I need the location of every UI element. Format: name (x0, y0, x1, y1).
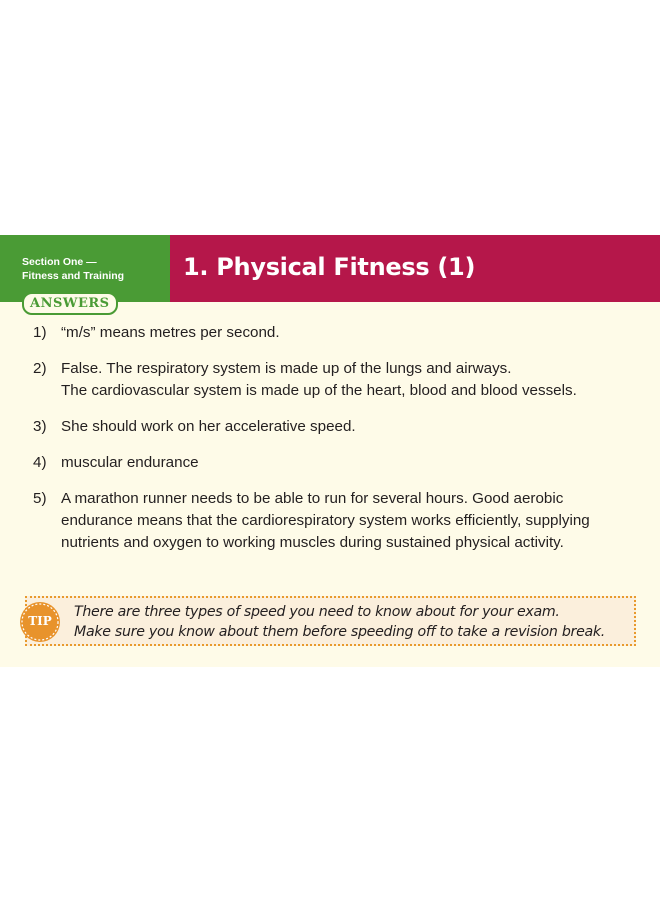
answer-item (33, 322, 633, 344)
answers-badge: ANSWERS (22, 292, 118, 315)
tip-icon-label: TIP (28, 614, 52, 628)
answer-item (33, 416, 633, 438)
answers-list (33, 322, 633, 568)
answer-line: False. The respiratory system is made up of the lungs and airways. (61, 360, 512, 377)
answer-line: The cardiovascular system is made up of the heart, blood and blood vessels. (61, 382, 577, 399)
answer-item (33, 358, 633, 402)
tip-line: Make sure you know about them before speeding off to take a revision break. (74, 624, 606, 640)
answer-line: muscular endurance (61, 454, 199, 471)
tip-line: There are three types of speed you need to know about for your exam. (74, 604, 560, 620)
answer-text (61, 322, 633, 344)
answer-number: 5) (33, 490, 47, 507)
section-label: Section One — Fitness and Training (22, 256, 125, 282)
answer-text (61, 416, 633, 438)
answer-line: A marathon runner needs to be able to run for several hours. Good aerobic (61, 490, 564, 507)
tip-box (25, 596, 636, 646)
page-title: 1. Physical Fitness (1) (183, 253, 476, 281)
tip-text (74, 602, 605, 642)
answer-item (33, 488, 633, 554)
answer-line: nutrients and oxygen to working muscles during sustained physical activity. (61, 534, 564, 551)
answer-number: 4) (33, 454, 47, 471)
answer-text (61, 488, 633, 554)
answer-number: 1) (33, 324, 47, 341)
answer-text (61, 358, 633, 402)
answer-line: “m/s” means metres per second. (61, 324, 280, 341)
title-bar (170, 235, 660, 302)
answer-card (0, 235, 660, 667)
answer-item (33, 452, 633, 474)
answer-line: endurance means that the cardiorespiratory system works efficiently, supplying (61, 512, 590, 529)
answer-text (61, 452, 633, 474)
tip-icon (20, 602, 60, 642)
answer-line: She should work on her accelerative speed. (61, 418, 356, 435)
answer-number: 3) (33, 418, 47, 435)
answer-number: 2) (33, 360, 47, 377)
